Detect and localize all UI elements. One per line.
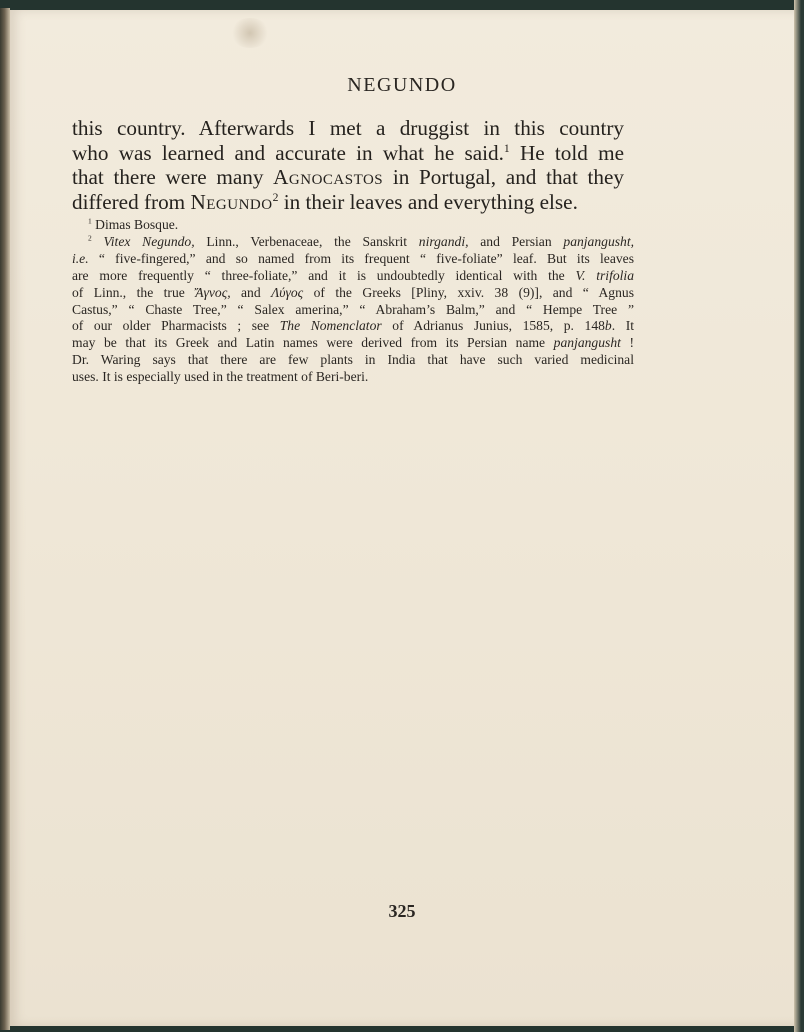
- text-run: differed from: [72, 189, 191, 214]
- book-cover-edge: [794, 0, 804, 1032]
- text-run: of the Greeks [Pliny, xxiv. 38 (9)], and “ Agnus: [303, 284, 634, 300]
- italic-run: The Nomenclator: [279, 318, 382, 334]
- text-run: “ five-fingered,” and so named from its frequent “ five-foliate” leaf. But its leaves: [88, 250, 634, 266]
- footnote-2-line: [72, 335, 634, 352]
- main-text-line: [72, 165, 624, 190]
- text-run: of Adrianus Junius, 1585, p. 148: [381, 318, 605, 334]
- text-run: !: [620, 335, 634, 351]
- main-text-line: [72, 190, 624, 215]
- main-text-line: this country. Afterwards I met a druggist in this country: [72, 116, 624, 140]
- footnote-mark: 2: [88, 233, 92, 243]
- italic-run: nirgandi,: [418, 233, 469, 249]
- italic-run: Vitex Negundo,: [91, 233, 195, 249]
- text-run: in Portugal, and that they: [383, 165, 625, 189]
- footnote-2-line: Dr. Waring says that there are few plants in India that have such varied medicinal: [72, 352, 634, 368]
- greek-word: Ἄγνος,: [195, 284, 231, 300]
- text-run: that there were many: [72, 165, 274, 189]
- greek-word: Λύγος: [271, 284, 304, 300]
- footnote-ref-1: 1: [503, 141, 510, 155]
- text-run: are more frequently “ three-foliate,” and it is undoubtedly identical with the: [72, 267, 576, 283]
- paper-stain: [230, 18, 270, 48]
- text-run: Linn., Verbenaceae, the Sanskrit: [194, 233, 419, 249]
- running-head: NEGUNDO: [347, 74, 457, 96]
- footnote-2-line: Castus,” “ Chaste Tree,” “ Salex amerina,” “ Abraham’s Balm,” and “ Hempe Tree ”: [72, 301, 634, 317]
- footnote-2-line: [72, 268, 634, 285]
- italic-run: panjangusht: [553, 335, 621, 351]
- text-run: in their leaves and everything else.: [278, 189, 578, 214]
- text-run: . It: [611, 318, 635, 334]
- footnote-2-line: [72, 285, 634, 302]
- footnote-2-line: [72, 251, 634, 268]
- text-run: who was learned and accurate in what he said.: [72, 140, 504, 165]
- text-run: and: [230, 284, 272, 300]
- text-run: of Linn., the true: [72, 284, 196, 300]
- text-run: and Persian: [468, 233, 564, 249]
- text-run: of our older Pharmacists ; see: [72, 318, 280, 334]
- footnote-2-line: uses. It is especially used in the treatment of Beri-beri.: [72, 369, 369, 385]
- footnote-mark: 1: [88, 216, 92, 226]
- footnotes: [72, 217, 634, 386]
- main-text: [72, 116, 624, 214]
- book-binding-edge: [0, 8, 10, 1030]
- small-caps-term: Negundo: [190, 189, 273, 214]
- italic-run: panjangusht,: [563, 233, 635, 249]
- footnote-2-line: [72, 318, 634, 335]
- main-text-line: [72, 141, 624, 166]
- text-run: may be that its Greek and Latin names were derived from its Persian name: [72, 335, 554, 351]
- footnote-ref-2: 2: [272, 190, 279, 204]
- italic-run: i.e.: [72, 250, 89, 266]
- small-caps-term: Agnocastos: [273, 165, 384, 189]
- page-number: 325: [388, 901, 416, 921]
- italic-run: V. trifolia: [575, 267, 634, 283]
- italic-run: b: [604, 318, 612, 334]
- footnote-2-line: [72, 234, 634, 251]
- footnote-1: [72, 217, 634, 234]
- text-run: He told me: [509, 140, 624, 165]
- text-run: Dimas Bosque.: [91, 217, 179, 232]
